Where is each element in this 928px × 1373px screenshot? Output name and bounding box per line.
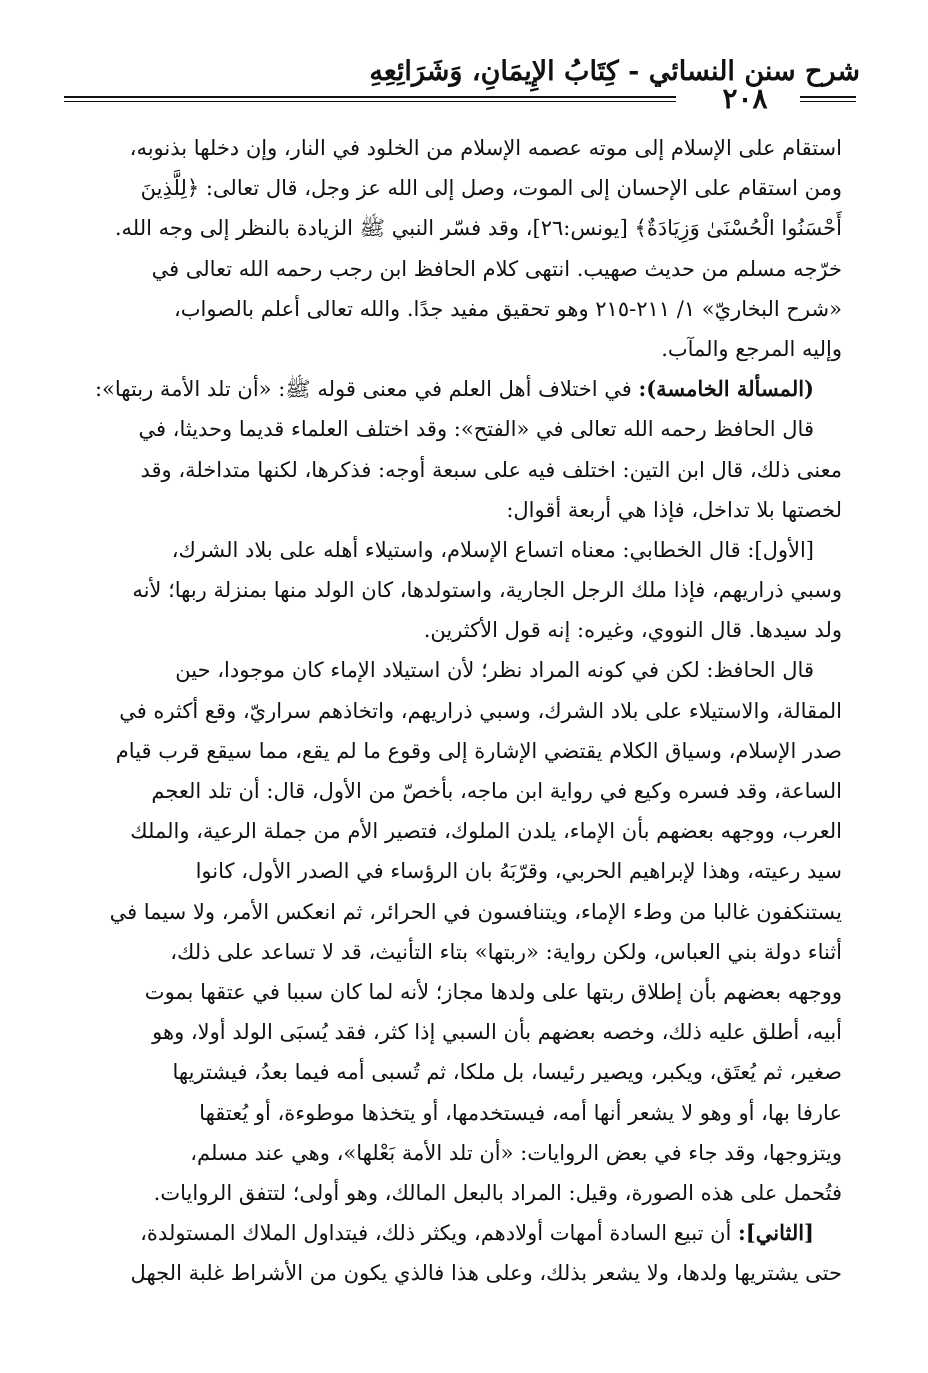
line-text: [الأول]: قال الخطابي: معناه اتساع الإسلام، واستيلاء أهله على بلاد الشرك، (171, 537, 814, 562)
section-heading: (المسألة الخامسة): (638, 376, 814, 402)
line-text: ويتزوجها، وقد جاء في بعض الروايات: «أن تلد الأمة بَعْلها»، وهي عند مسلم، (190, 1140, 842, 1165)
text-line (52, 691, 842, 731)
text-line (52, 409, 842, 449)
section-heading: [الثاني]: (738, 1220, 814, 1246)
text-line (52, 128, 842, 168)
line-text: قال الحافظ: لكن في كونه المراد نظر؛ لأن استيلاد الإماء كان موجودا، حين (175, 658, 814, 683)
line-text: ولد سيدها. قال النووي، وغيره: إنه قول الأكثرين. (423, 618, 842, 643)
line-text: في اختلاف أهل العلم في معنى قوله ﷺ: «أن تلد الأمة ربتها»: (94, 377, 639, 402)
line-text: العرب، ووجهه بعضهم بأن الإماء، يلدن الملوك، فتصير الأم من جملة الرعية، والملك (130, 819, 842, 844)
line-text: حتى يشتريها ولدها، ولا يشعر بذلك، وعلى هذا فالذي يكون من الأشراط غلبة الجهل (130, 1261, 842, 1286)
text-line (52, 972, 842, 1012)
line-text: المقالة، والاستيلاء على بلاد الشرك، وسبي ذراريهم، واتخاذهم سراريّ، وقع أكثره في (119, 698, 842, 723)
text-line (52, 570, 842, 610)
text-line (52, 329, 842, 369)
line-text: سيد رعيته، وهذا لإبراهيم الحربي، وقرّبَهُ بان الرؤساء في الصدر الأول، كانوا (195, 859, 842, 884)
line-text: صدر الإسلام، وسياق الكلام يقتضي الإشارة إلى وقوع ما لم يقع، مما سيقع قرب قيام (115, 738, 842, 763)
text-line (52, 650, 842, 690)
text-line (52, 249, 842, 289)
text-line (52, 731, 842, 771)
line-text: أَحْسَنُوا الْحُسْنَىٰ وَزِيَادَةٌ﴾ [يونس:٢٦]، وقد فسّر النبي ﷺ الزيادة بالنظر إلى وجه الله. (114, 216, 842, 241)
line-text: عارفا بها، أو وهو لا يشعر أنها أمه، فيستخدمها، أو يتخذها موطوءة، أو يُعتقها (199, 1100, 842, 1125)
text-line (52, 530, 842, 570)
text-line (52, 771, 842, 811)
text-line (52, 450, 842, 490)
text-line (52, 369, 842, 409)
page-number: ٢٠٨ (722, 82, 768, 115)
body-text (52, 128, 842, 1293)
text-line (52, 892, 842, 932)
text-line (52, 289, 842, 329)
line-text: ومن استقام على الإحسان إلى الموت، وصل إلى الله عز وجل، قال تعالى: ﴿لِلَّذِينَ (140, 176, 842, 201)
line-text: خرّجه مسلم من حديث صهيب. انتهى كلام الحافظ ابن رجب رحمه الله تعالى في (151, 256, 842, 281)
line-text: صغير، ثم يُعتَق، ويكبر، ويصير رئيسا، بل ملكا، ثم تُسبى أمه فيما بعدُ، فيشتريها (172, 1060, 842, 1085)
header-rule-left (64, 96, 676, 102)
text-line (52, 1052, 842, 1092)
text-line (52, 932, 842, 972)
text-line (52, 811, 842, 851)
header-title: شرح سنن النسائي - كِتَابُ الإِيمَانِ، وَشَرَائِعِهِ (369, 56, 860, 87)
text-line (52, 1093, 842, 1133)
text-line (52, 490, 842, 530)
line-text: ووجهه بعضهم بأن إطلاق ربتها على ولدها مجاز؛ لأنه لما كان سببا في عتقها بموت (144, 979, 842, 1004)
text-line (52, 1012, 842, 1052)
text-line (52, 1253, 842, 1293)
text-line (52, 610, 842, 650)
text-line (52, 208, 842, 248)
line-text: لخصتها بلا تداخل، فإذا هي أربعة أقوال: (506, 497, 842, 522)
line-text: الساعة، وقد فسره وكيع في رواية ابن ماجه، بأخصّ من الأول، قال: أن تلد العجم (151, 779, 842, 803)
line-text: معنى ذلك، قال ابن التين: اختلف فيه على سبعة أوجه: فذكرها، لكنها متداخلة، وقد (140, 457, 842, 482)
text-line (52, 1173, 842, 1213)
text-line (52, 168, 842, 208)
line-text: أن تبيع السادة أمهات أولادهم، ويكثر ذلك، فيتداول الملاك المستولدة، (140, 1221, 739, 1246)
line-text: يستنكفون غالبا من وطء الإماء، ويتنافسون في الحرائر، ثم انعكس الأمر، ولا سيما في (109, 899, 842, 924)
line-text: أثناء دولة بني العباس، ولكن رواية: «ربتها» بتاء التأنيث، قد لا تساعد على ذلك، (170, 939, 842, 964)
line-text: أبيه، أطلق عليه ذلك، وخصه بعضهم بأن السبي إذا كثر، فقد يُسبَى الولد أولا، وهو (152, 1020, 842, 1045)
header-rule-right (800, 96, 856, 102)
line-text: «شرح البخاريّ» ١/ ٢١١-٢١٥ وهو تحقيق مفيد جدًا. والله تعالى أعلم بالصواب، (173, 296, 842, 321)
line-text: وسبي ذراريهم، فإذا ملك الرجل الجارية، واستولدها، كان الولد منها بمنزلة ربها؛ لأنه (132, 578, 842, 603)
text-line (52, 1133, 842, 1173)
line-text: فتُحمل على هذه الصورة، وقيل: المراد بالبعل المالك، وهو أولى؛ لتتفق الروايات. (153, 1180, 842, 1205)
text-line (52, 851, 842, 891)
line-text: قال الحافظ رحمه الله تعالى في «الفتح»: وقد اختلف العلماء قديما وحديثا، في (138, 417, 814, 442)
line-text: وإليه المرجع والمآب. (661, 336, 842, 361)
text-line (52, 1213, 842, 1253)
line-text: استقام على الإسلام إلى موته عصمه الإسلام من الخلود في النار، وإن دخلها بذنوبه، (129, 136, 842, 160)
